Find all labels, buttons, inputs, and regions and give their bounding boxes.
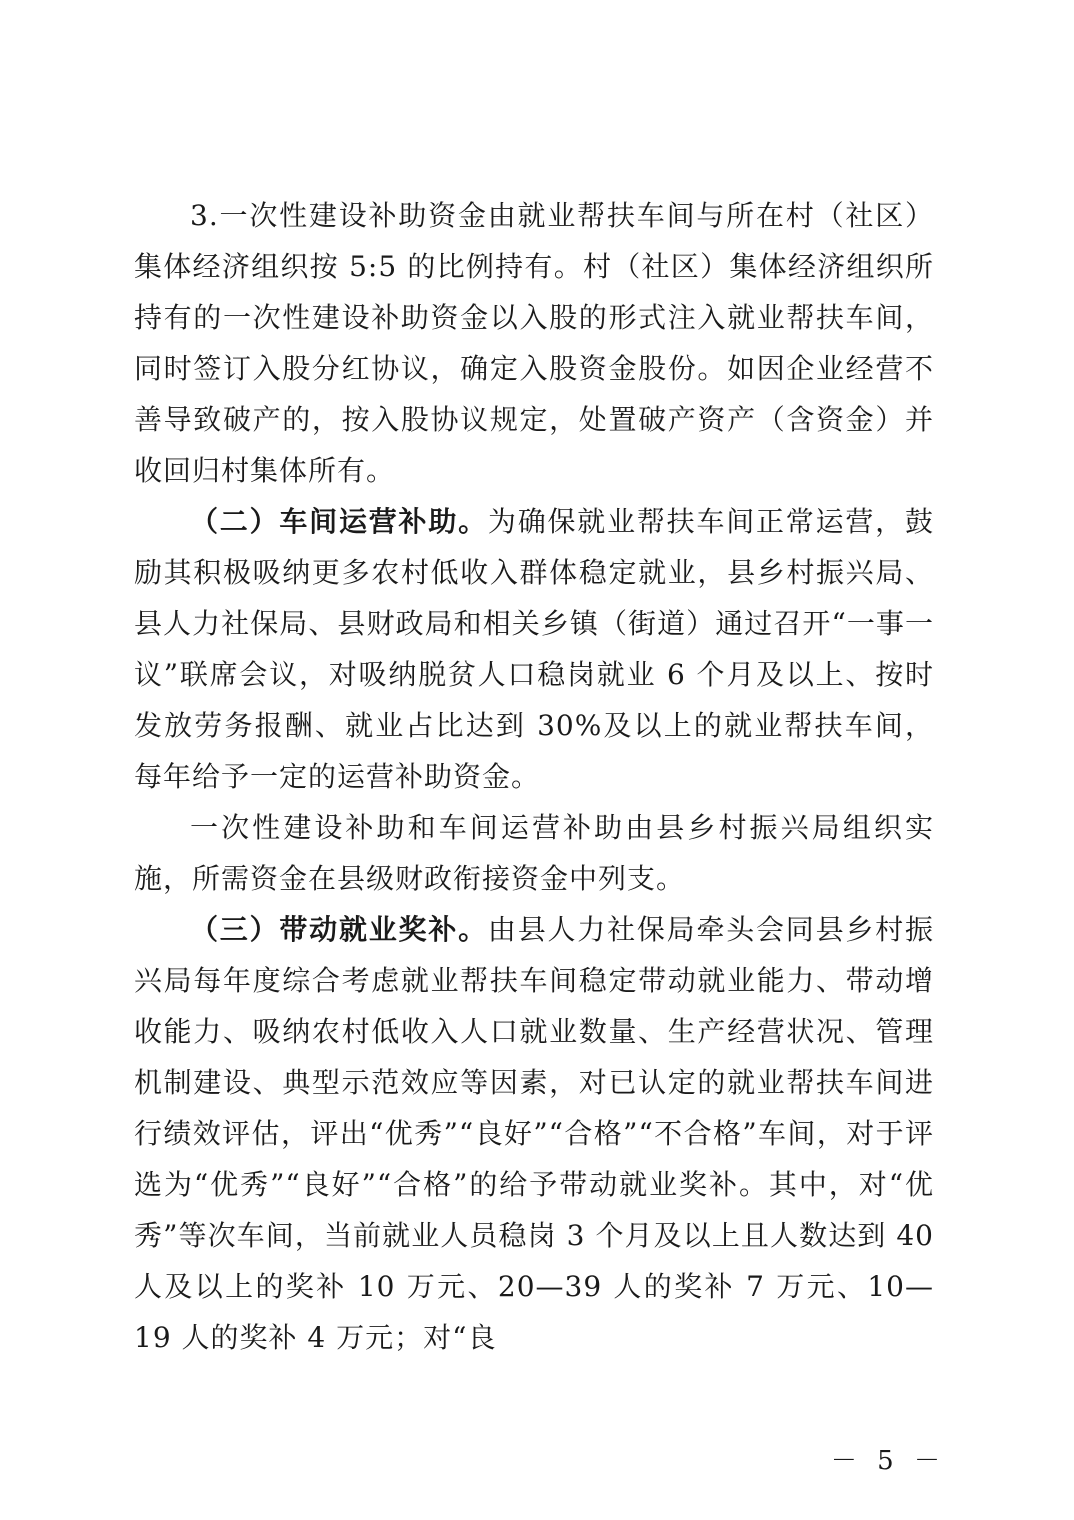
paragraph-1: [134, 190, 934, 496]
section-heading-2: （二）车间运营补助。: [190, 505, 488, 538]
paragraph-4-text: 由县人力社保局牵头会同县乡村振兴局每年度综合考虑就业帮扶车间稳定带动就业能力、带动增收能力、吸纳农村低收入人口就业数量、生产经营状况、管理机制建设、典型示范效应等因素，对已认定的就业帮扶车间进行绩效评估，评出“优秀”“良好”“合格”“不合格”车间，对于评选为“优秀”“良好”“合格”的给予带动就业奖补。其中，对“优秀”等次车间，当前就业人员稳岗 3 个月及以上且人数达到 40 人及以上的奖补 10 万元、20—39 人的奖补 7 万元、10—19 人的奖补 4 万元；对“良: [134, 913, 934, 1354]
body-text: [134, 190, 934, 1363]
paragraph-3-text: 一次性建设补助和车间运营补助由县乡村振兴局组织实施，所需资金在县级财政衔接资金中列支。: [134, 811, 934, 895]
paragraph-4: [134, 904, 934, 1363]
paragraph-2: [134, 496, 934, 802]
page-number: － 5 －: [830, 1446, 946, 1476]
section-heading-3: （三）带动就业奖补。: [190, 913, 488, 946]
paragraph-1-text: 3.一次性建设补助资金由就业帮扶车间与所在村（社区）集体经济组织按 5:5 的比例持有。村（社区）集体经济组织所持有的一次性建设补助资金以入股的形式注入就业帮扶车间，同时签订入股分红协议，确定入股资金股份。如因企业经营不善导致破产的，按入股协议规定，处置破产资产（含资金）并收回归村集体所有。: [134, 199, 934, 487]
paragraph-2-text: 为确保就业帮扶车间正常运营，鼓励其积极吸纳更多农村低收入群体稳定就业，县乡村振兴局、县人力社保局、县财政局和相关乡镇（街道）通过召开“一事一议”联席会议，对吸纳脱贫人口稳岗就业 6 个月及以上、按时发放劳务报酬、就业占比达到 30%及以上的就业帮扶车间，每年给予一定的运营补助资金。: [134, 505, 934, 793]
paragraph-3: [134, 802, 934, 904]
